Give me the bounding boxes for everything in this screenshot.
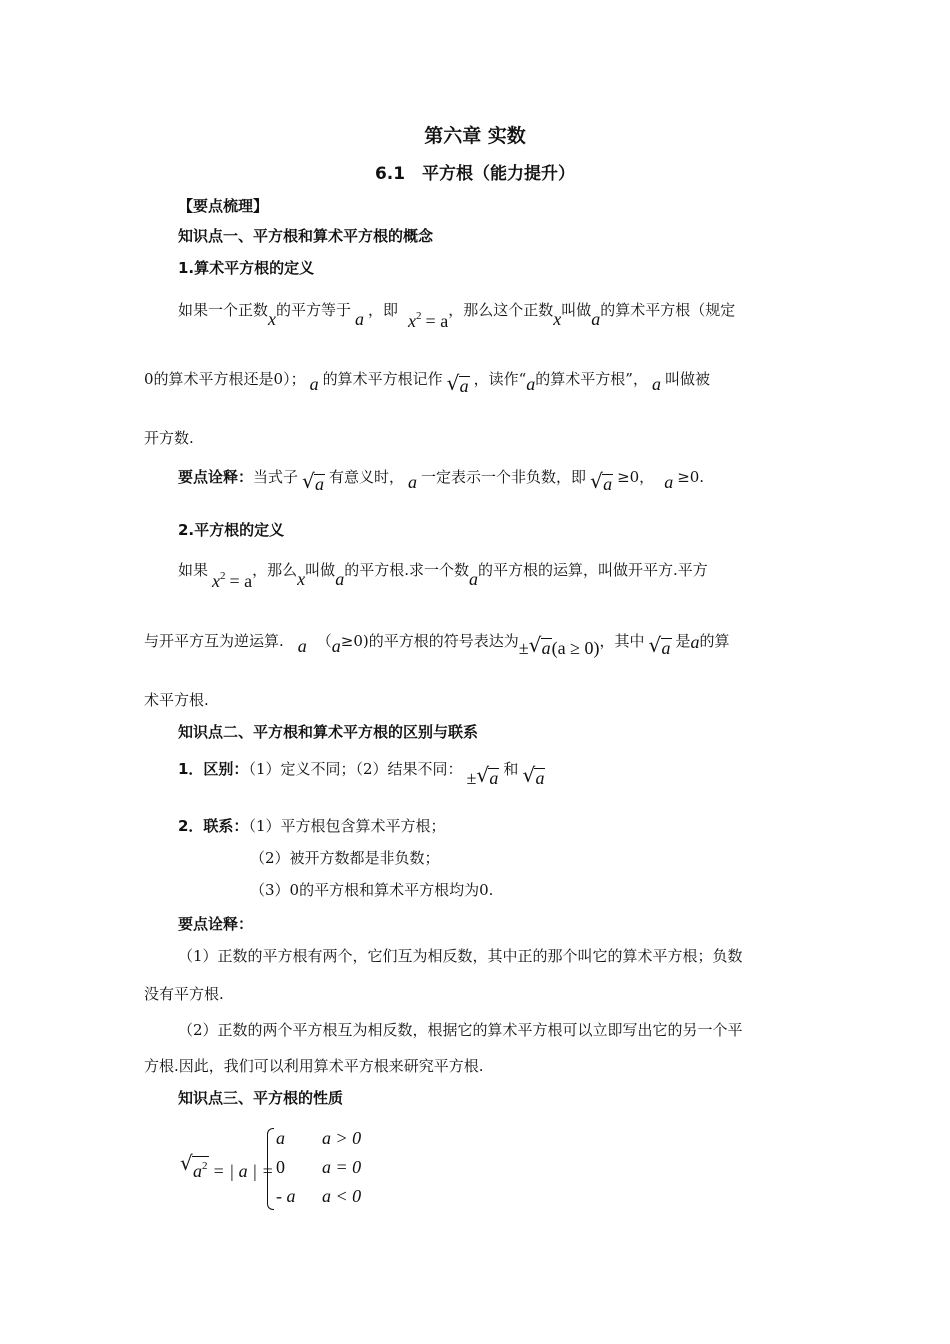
kp2-difference: 1．区别：（1）定义不同；（2）结果不同： ± √ a 和 √ a xyxy=(178,760,545,788)
sqrt-a-formula: √ a xyxy=(522,763,545,788)
sqrt-a-formula: √ a xyxy=(648,633,671,658)
brace-bottom xyxy=(267,1203,274,1210)
case-2-condition: a = 0 xyxy=(322,1157,362,1177)
key-points-heading: 【要点梳理】 xyxy=(178,197,269,215)
kp2-note2-line2: 方根.因此，我们可以利用算术平方根来研究平方根. xyxy=(144,1057,484,1075)
case-2-value: 0 xyxy=(276,1157,285,1177)
case-3-condition: a < 0 xyxy=(322,1186,362,1206)
kp1-def2-line3: 术平方根. xyxy=(144,691,209,709)
case-3-value: - a xyxy=(276,1186,296,1206)
kp2-heading: 知识点二、平方根和算术平方根的区别与联系 xyxy=(178,723,479,741)
kp2-note-label: 要点诠释： xyxy=(178,915,254,933)
kp1-sub2: 2.平方根的定义 xyxy=(178,521,285,539)
kp1-def2-line2: 与开平方互为逆运算. a （a≥0)的平方根的符号表达为± √ a(a ≥ 0)，其中 √ a 是a的算 xyxy=(144,632,730,658)
kp2-note1-line2: 没有平方根. xyxy=(144,985,224,1003)
kp1-def-line2: 0的算术平方根还是0）； a 的算术平方根记作 √ a ，读作“a的算术平方根”， a 叫做被 xyxy=(144,370,710,396)
sqrt-a-squared: √ $a^2$ xyxy=(180,1151,208,1181)
kp1-def2-line1: 如果$x^2 = a$，那么x叫做a的平方根.求一个数a的平方根的运算，叫做开平方.平方 xyxy=(178,561,708,591)
kp2-relation-3: （3）0的平方根和算术平方根均为0. xyxy=(250,881,494,899)
kp2-note1-line1: （1）正数的平方根有两个，它们互为相反数，其中正的那个叫它的算术平方根；负数 xyxy=(178,947,743,965)
kp1-def-line1: 如果一个正数x的平方等于 a ，即$x^2 = a$，那么这个正数x叫做a的算术平方根（规定 xyxy=(178,301,736,331)
case-1-condition: a > 0 xyxy=(322,1128,362,1148)
kp2-note2-line1: （2）正数的两个平方根互为相反数，根据它的算术平方根可以立即写出它的另一个平 xyxy=(178,1021,743,1039)
formula-x2-eq-a: $x^2 = a$ xyxy=(212,570,253,591)
kp1-note: 要点诠释：当式子 √ a 有意义时， a 一定表示一个非负数，即 √ a ≥0， a ≥0. xyxy=(178,468,705,494)
kp2-relation-2: （2）被开方数都是非负数； xyxy=(250,849,440,867)
kp3-heading: 知识点三、平方根的性质 xyxy=(178,1089,344,1107)
chapter-title: 第六章 实数 xyxy=(424,125,526,147)
case-1-value: a xyxy=(276,1128,285,1148)
formula-x2-eq-a: $x^2 = a$ xyxy=(408,310,449,331)
kp1-def-line3: 开方数. xyxy=(144,429,194,447)
kp1-heading: 知识点一、平方根和算术平方根的概念 xyxy=(178,227,434,245)
kp1-sub1: 1.算术平方根的定义 xyxy=(178,259,315,277)
sqrt-a-formula: √ a xyxy=(302,469,325,494)
formula-pm-sqrt-a: ± √ a xyxy=(466,763,499,788)
brace xyxy=(267,1134,276,1204)
formula-pm-sqrt-a: ± √ a(a ≥ 0) xyxy=(518,633,600,658)
sqrt-a-formula: √ a xyxy=(446,371,469,396)
formula-sqrt-a2-lhs: √ $a^2$ = | a | = xyxy=(180,1151,274,1181)
kp2-relation-1: 2．联系：（1）平方根包含算术平方根； xyxy=(178,817,446,835)
section-title: 6.1 平方根（能力提升） xyxy=(374,164,576,184)
sqrt-a-formula: √ a xyxy=(590,469,613,494)
